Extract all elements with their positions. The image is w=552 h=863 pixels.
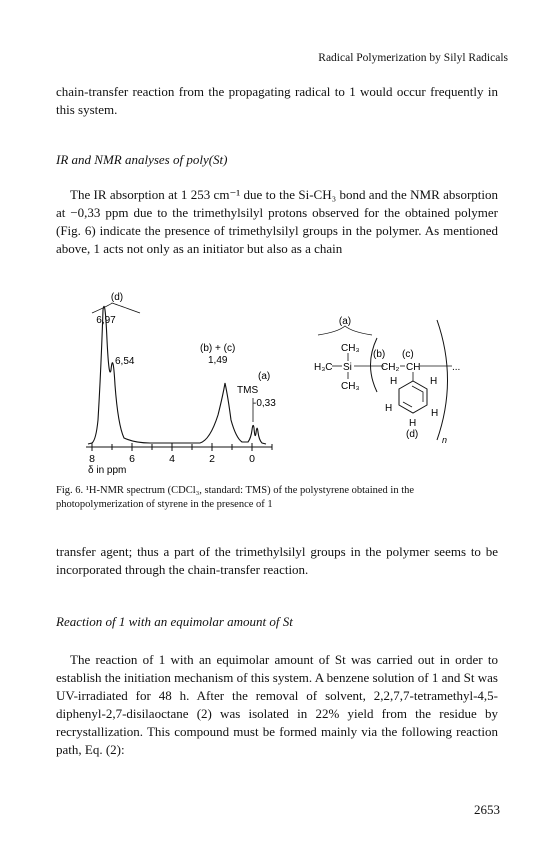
struct-h2: H <box>430 376 438 387</box>
struct-label-c: (c) <box>402 349 414 360</box>
polymer-structure <box>314 316 460 445</box>
struct-subscript-n: n <box>442 435 448 445</box>
label-shoulder-ppm: 6,54 <box>115 356 135 367</box>
struct-ch3-top: CH₃ <box>341 343 360 354</box>
nmr-figure <box>0 280 552 480</box>
left-bracket <box>371 338 378 392</box>
page-number: 2653 <box>474 802 500 817</box>
struct-ch3-bottom: CH₃ <box>341 381 360 392</box>
tick-label-6: 6 <box>129 453 135 465</box>
tick-label-8: 8 <box>89 453 95 465</box>
label-a: (a) <box>258 371 271 382</box>
nmr-spectrum <box>88 306 266 444</box>
x-axis <box>86 443 272 451</box>
figure-caption: Fig. 6. ¹H-NMR spectrum (CDCl₃, standard: TMS) of the polystyrene obtained in the photopolymerization of styrene in the presence of 1 <box>56 485 415 510</box>
label-bc: (b) + (c) <box>200 343 236 354</box>
running-head: Radical Polymerization by Silyl Radicals <box>318 52 508 64</box>
spectrum-trace <box>88 306 266 444</box>
label-bc-ppm: 1,49 <box>208 355 228 366</box>
tick-label-2: 2 <box>209 453 215 465</box>
label-d: (d) <box>110 292 124 303</box>
section-heading-reaction: Reaction of 1 with an equimolar amount of St <box>56 614 293 629</box>
struct-h5: H <box>409 418 417 429</box>
struct-label-a: (a) <box>338 316 352 327</box>
struct-ch2: CH₂ <box>381 362 400 373</box>
paragraph-4: The reaction of 1 with an equimolar amount of St was carried out in order to establish the initiation mechanism of this system. A benzene solution of 1 and St was UV-irradiated for 48 h. After the removal of solvent, 2,2,7,7-tetramethyl-4,5-diphenyl-2,7-disilaoctane (2) was isolated in 22% yield from the residue by recrystallization. This compound must be formed mainly via the following reaction path, Eq. (2): <box>56 652 498 757</box>
tick-label-0: 0 <box>249 453 255 465</box>
struct-dots: ... <box>452 362 461 373</box>
struct-ch: CH <box>406 362 421 373</box>
bracket-d <box>92 303 140 313</box>
label-tms: TMS <box>237 385 259 396</box>
struct-h3: H <box>385 403 393 414</box>
struct-bracket-a <box>318 326 372 335</box>
label-d-ppm: 6,97 <box>96 315 116 326</box>
struct-h3c: H₃C <box>314 362 333 373</box>
struct-label-b: (b) <box>373 349 386 360</box>
paragraph-3: transfer agent; thus a part of the trimethylsilyl groups in the polymer seems to be incorporated through the chain-transfer reaction. <box>56 544 498 577</box>
struct-si: Si <box>343 362 352 373</box>
label-a-ppm: -0,33 <box>253 398 276 409</box>
section-heading-ir-nmr: IR and NMR analyses of poly(St) <box>56 152 228 167</box>
struct-label-d: (d) <box>406 429 419 440</box>
paragraph-1: chain-transfer reaction from the propagating radical to 1 would occur frequently in this system. <box>56 84 498 117</box>
right-bracket <box>437 320 448 440</box>
tick-label-4: 4 <box>169 453 175 465</box>
struct-h1: H <box>390 376 398 387</box>
struct-h4: H <box>431 408 439 419</box>
axis-unit: δ in ppm <box>88 465 127 476</box>
paragraph-2: The IR absorption at 1 253 cm⁻¹ due to the Si-CH₃ bond and the NMR absorption at −0,33 ppm due to the trimethylsilyl protons observed for the obtained polymer (Fig. 6) indicate the presence of trimethylsilyl groups in the polymer. As mentioned above, 1 acts not only as an initiator but also as a chain <box>56 187 498 256</box>
